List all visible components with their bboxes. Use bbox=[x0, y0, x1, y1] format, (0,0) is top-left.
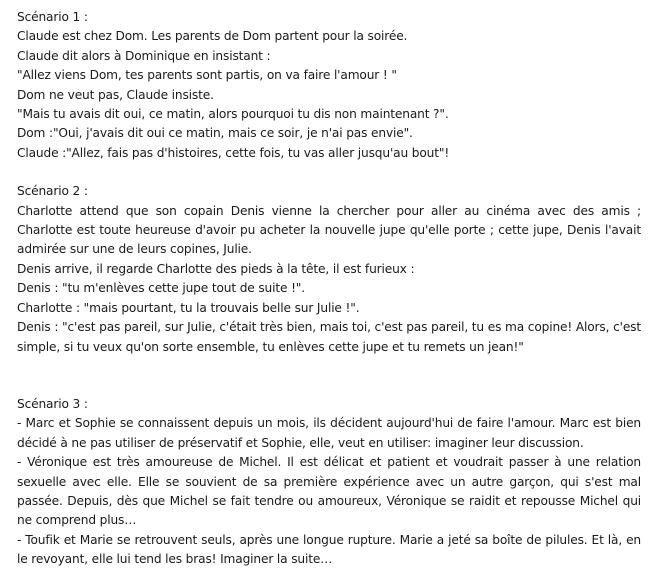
scenario-2-line: Charlotte : "mais pourtant, tu la trouvais belle sur Julie !". bbox=[17, 300, 360, 315]
scenario-1-line: Dom :"Oui, j'avais dit oui ce matin, mais ce soir, je n'ai pas envie". bbox=[17, 126, 413, 141]
scenario-1-line: "Allez viens Dom, tes parents sont partis, on va faire l'amour ! " bbox=[17, 68, 397, 83]
scenario-3 bbox=[17, 395, 641, 570]
scenario-3-item: - Véronique est très amoureuse de Michel. Il est délicat et patient et voudrait passer à une relation sexuelle avec elle. Elle se souvient de sa première expérience avec un autre garçon, qui s'est mal passée. Depuis, dès que Michel se fait tendre ou amoureux, Véronique se raidit et repousse Michel qui ne comprend plus… bbox=[17, 455, 641, 528]
scenario-2-intro: Charlotte attend que son copain Denis vienne la chercher pour aller au cinéma avec des amis ; Charlotte est toute heureuse d'avoir pu acheter la nouvelle jupe qu'elle porte ; cette jupe, Denis l'avait admirée sur une de leurs copines, Julie. bbox=[17, 203, 641, 257]
scenario-2-line: Denis : "tu m'enlèves cette jupe tout de suite !". bbox=[17, 281, 305, 296]
scenario-1 bbox=[17, 8, 641, 163]
document-page bbox=[17, 8, 641, 570]
scenario-2-outro: Denis : "c'est pas pareil, sur Julie, c'était très bien, mais toi, c'est pas pareil, tu es ma copine! Alors, c'est simple, si tu veux qu'on sorte ensemble, tu enlèves cette jupe et tu remets un jean!" bbox=[17, 320, 641, 354]
scenario-3-title: Scénario 3 : bbox=[17, 396, 88, 411]
scenario-1-line: Claude est chez Dom. Les parents de Dom partent pour la soirée. bbox=[17, 29, 408, 44]
scenario-3-item: - Toufik et Marie se retrouvent seuls, après une longue rupture. Marie a jeté sa boîte de pilules. Et là, en le revoyant, elle lui tend les bras! Imaginer la suite… bbox=[17, 532, 641, 567]
scenario-3-item: - Marc et Sophie se connaissent depuis un mois, ils décident aujourd'hui de faire l'amour. Marc est bien décidé à ne pas utiliser de préservatif et Sophie, elle, veut en utiliser: imaginer leur discussion. bbox=[17, 416, 641, 450]
scenario-2 bbox=[17, 182, 641, 357]
scenario-1-line: Claude :"Allez, fais pas d'histoires, cette fois, tu vas aller jusqu'au bout"! bbox=[17, 145, 450, 160]
scenario-2-title: Scénario 2 : bbox=[17, 184, 88, 199]
scenario-2-line: Denis arrive, il regarde Charlotte des pieds à la tête, il est furieux : bbox=[17, 261, 415, 276]
scenario-1-line: Dom ne veut pas, Claude insiste. bbox=[17, 87, 214, 102]
scenario-1-line: "Mais tu avais dit oui, ce matin, alors pourquoi tu dis non maintenant ?". bbox=[17, 107, 449, 122]
scenario-1-line: Claude dit alors à Dominique en insistant : bbox=[17, 48, 271, 63]
scenario-1-title: Scénario 1 : bbox=[17, 10, 88, 24]
